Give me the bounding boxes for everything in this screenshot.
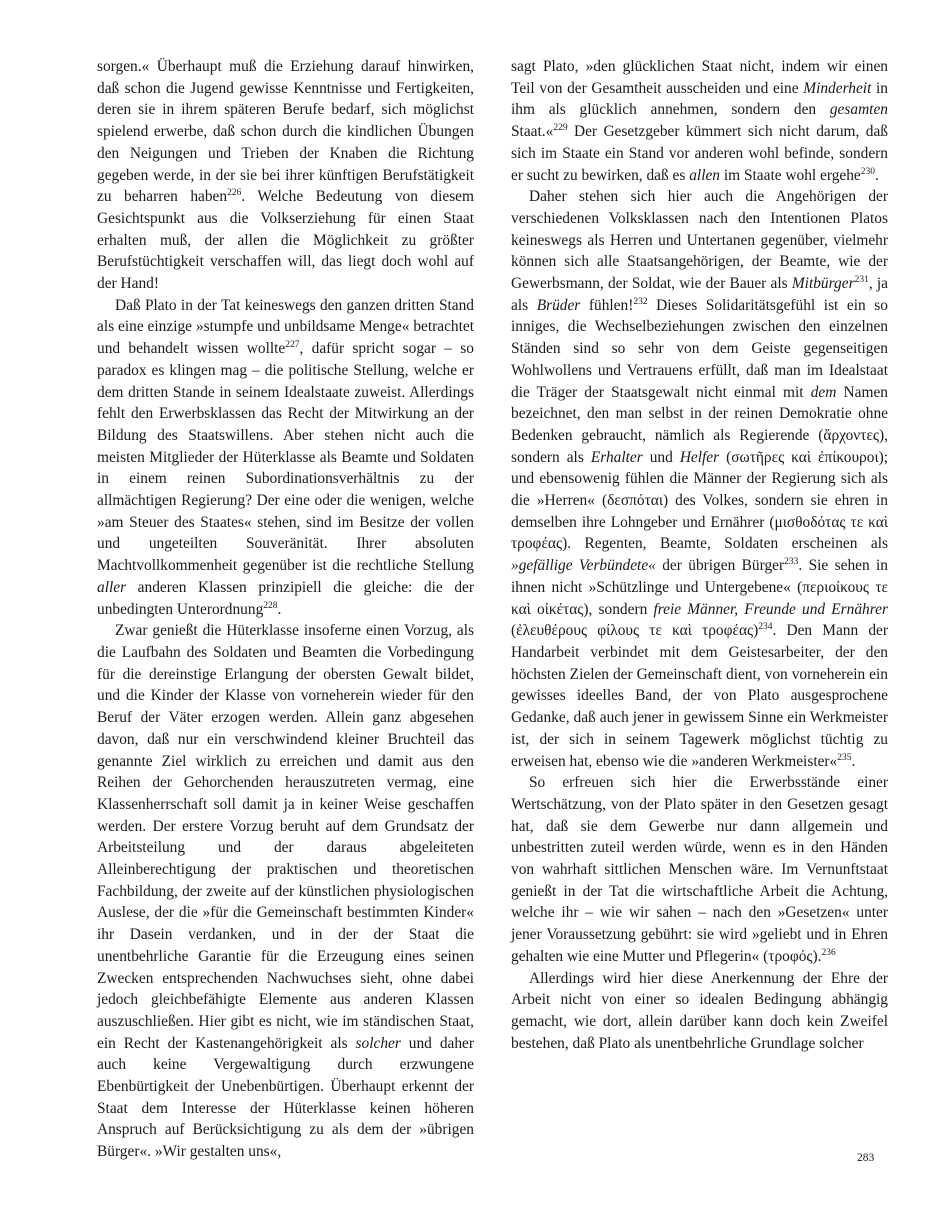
text-run: Namen bezeichnet, den man selbst in der reinen Demokratie ohne Bedenken gebraucht, nämlich als Regierende (ἄρχοντες), sondern als — [511, 383, 888, 466]
paragraph — [511, 968, 888, 1055]
footnote-marker: 226 — [227, 188, 242, 199]
text-run: , dafür spricht sogar – so paradox es klingen mag – die politische Stellung, welche er dem dritten Stande in seinem Idealstaate zuweist. Allerdings fehlt den Erwerbsklassen das Recht der Mitwirkung an der Bildung des Staatswillens. Aber stehen nicht auch die meisten Mitglieder der Hüterklasse als Beamte und Soldaten in einem reinen Subordinationsverhältnis zu der allmächtigen Regierung? Der eine oder die wenigen, welche »am Steuer des Staates« stehen, sind im Besitze der vollen und ungeteilten Souveränität. Ihrer absoluten Machtvollkommenheit gegenüber ist die rechtliche Stellung — [97, 340, 474, 575]
paragraph — [511, 772, 888, 967]
text-run: in ihm als glücklich annehmen, sondern den — [511, 79, 888, 119]
text-run: und — [642, 448, 680, 466]
left-text-column — [97, 56, 474, 1163]
footnote-marker: 236 — [821, 947, 836, 958]
text-run: , ja als — [511, 275, 888, 314]
paragraph — [97, 620, 474, 1163]
text-run: Daher stehen sich hier auch die Angehörigen der verschiedenen Volksklassen nach den Intentionen Platos keineswegs als Herren und Untertanen gegenüber, vielmehr können sich alle Staatsangehörigen, der Beamte, wie der Gewerbsmann, der Soldat, wie der Bauer als — [511, 188, 888, 293]
text-run: (ἐλευθέρους φίλους τε καὶ τροφέας) — [511, 622, 759, 640]
footnote-marker: 235 — [837, 752, 852, 763]
text-run: . — [851, 752, 856, 770]
paragraph — [97, 56, 474, 295]
emphasis-text: dem — [810, 383, 837, 401]
emphasis-text: Mitbürger — [791, 275, 855, 293]
emphasis-text: »gefällige Verbündete« — [511, 557, 656, 575]
text-run: . — [277, 600, 282, 618]
footnote-marker: 232 — [633, 296, 648, 307]
emphasis-text: Erhalter — [590, 448, 643, 466]
text-run: Staat.« — [511, 123, 554, 141]
text-run: der übrigen Bürger — [655, 557, 785, 575]
emphasis-text: gesamten — [829, 101, 888, 119]
text-run: Dieses Solidaritätsgefühl ist ein so inniges, die Wechselbeziehungen zwischen den einzelnen Ständen sind so sehr von dem Geiste gegenseitigen Wohlwollens und Vertrauens erfüllt, daß man im Idealstaat die Träger der Staatsgewalt nicht einmal mit — [511, 296, 888, 401]
emphasis-text: allen — [689, 166, 720, 184]
text-run: Zwar genießt die Hüterklasse insoferne einen Vorzug, als die Laufbahn des Soldaten und Beamten die Vorbedingung für die dereinstige Erlangung der obersten Gewalt bildet, und die Kinder der Klasse von vorneherein wieder für den Beruf der Väter erzogen werden. Allein ganz abgesehen davon, daß nur ein verschwindend kleiner Bruchteil das genannte Ziel wirklich zu erreichen und damit aus den Reihen der Gehorchenden herauszutreten vermag, eine Klassenherrschaft soll damit ja in keiner Weise geschaffen werden. Der erstere Vorzug beruht auf dem Grundsatz der Arbeitsteilung und der daraus abgeleiteten Alleinberechtigung der praktischen und theoretischen Fachbildung, der zweite auf der künstlichen physiologischen Auslese, der die »für die Gemeinschaft bestimmten Kinder« ihr Dasein verdanken, und in der der Staat die unentbehrliche Garantie für die Erzeugung eines seinen Zwecken entsprechenden Nachwuchses sieht, ohne dabei jedoch gleichbefähigte Elemente aus anderen Klassen auszuschließen. Hier gibt es nicht, wie im ständischen Staat, ein Recht der Kastenangehörigkeit als — [97, 622, 474, 1052]
text-run: sorgen.« Überhaupt muß die Erziehung darauf hinwirken, daß schon die Jugend gewisse Kenntnisse und Fertigkeiten, deren sie in ihrem späteren Berufe bedarf, sich möglichst spielend erwerbe, daß schon durch die kindlichen Übungen den Neigungen und Trieben der Knaben die Richtung gegeben werde, in der sie bei ihrer künftigen Berufstätigkeit zu beharren haben — [97, 58, 474, 206]
text-run: im Staate wohl ergehe — [720, 166, 861, 184]
footnote-marker: 234 — [758, 622, 773, 633]
text-run: sagt Plato, »den glücklichen Staat nicht, indem wir einen Teil von der Gesamtheit ausscheiden und eine — [511, 58, 888, 97]
right-text-column — [511, 56, 888, 1054]
footnote-marker: 227 — [285, 340, 300, 351]
text-run: . Welche Bedeutung von diesem Gesichtspunkt aus die Volkserziehung für einen Staat erhalten muß, der allen die Möglichkeit zu größter Berufstüchtigkeit verschaffen will, das liegt doch wohl auf der Hand! — [97, 188, 474, 293]
emphasis-text: Minderheit — [803, 79, 872, 97]
text-run: Daß Plato in der Tat keineswegs den ganzen dritten Stand als eine einzige »stumpfe und unbildsame Menge« betrachtet und behandelt wissen wollte — [97, 296, 474, 358]
text-run: Der Gesetzgeber kümmert sich nicht darum, daß sich im Staate ein Stand vor anderen wohl befinde, sondern er sucht zu bewirken, daß es — [511, 123, 888, 184]
text-run: . Sie sehen in ihnen nicht »Schützlinge und Untergebene« (περιοίκους τε καὶ οἰκέτας), sondern — [511, 557, 889, 618]
text-run: So erfreuen sich hier die Erwerbsstände einer Wertschätzung, von der Plato später in den Gesetzen gesagt hat, daß sie dem Gewerbe nur dann allgemein und unbestritten zuteil werden würde, wenn es in den Händen von wahrhaft sittlichen Menschen wäre. Im Vernunftstaat genießt in der Tat die wirtschaftliche Arbeit die Achtung, welche ihr – wie wir sahen – nach den »Gesetzen« unter jener Voraussetzung gebührt: sie wird »geliebt und in Ehren gehalten wie eine Mutter und Pflegerin« (τροφός). — [511, 774, 888, 965]
footnote-marker: 233 — [784, 557, 799, 568]
page-number: 283 — [857, 1152, 875, 1164]
text-run: und daher auch keine Vergewaltigung durch erzwungene Ebenbürtigkeit der Unebenbürtigen. Überhaupt erkennt der Staat dem Interesse der Hüterklasse keinen höheren Anspruch auf Berücksichtigung zu als dem der »übrigen Bürger«. »Wir gestalten uns«, — [97, 1034, 474, 1161]
footnote-marker: 230 — [860, 166, 876, 177]
text-run: (σωτῆρες καὶ ἐπίκουροι); und ebensowenig fühlen die Männer der Regierung sich als die »Herren« (δεσπόται) des Volkes, sondern sie ehren in demselben ihre Lohngeber und Ernährer (μισθοδότας τε καὶ τροφέας). Regenten, Beamte, Soldaten erscheinen als — [511, 448, 889, 553]
text-run: . — [875, 166, 879, 184]
text-run: Allerdings wird hier diese Anerkennung der Ehre der Arbeit nicht von einer so idealen Bedingung abhängig gemacht, wie dort, allein darüber kann doch kein Zweifel bestehen, daß Plato als unentbehrliche Grundlage solcher — [511, 969, 888, 1052]
emphasis-text: freie Männer, Freunde und Ernährer — [653, 600, 888, 618]
paragraph — [97, 295, 474, 621]
emphasis-text: aller — [97, 578, 127, 596]
text-run: anderen Klassen prinzipiell die gleiche: die der unbedingten Unterordnung — [97, 578, 474, 618]
text-run: . Den Mann der Handarbeit verbindet mit dem Geistesarbeiter, der den höchsten Zielen der Gemeinschaft dient, von vorneherein ein gewisses ideelles Band, der von Plato ausgesprochene Gedanke, daß auch jener in gewissem Sinne ein Werkmeister ist, der sich in seinem Tagewerk möglichst tüchtig zu erweisen hat, ebenso wie die »anderen Werkmeister« — [511, 622, 888, 770]
emphasis-text: solcher — [355, 1034, 401, 1052]
footnote-marker: 229 — [553, 123, 568, 134]
paragraph — [511, 56, 888, 186]
text-run: fühlen! — [580, 296, 634, 314]
emphasis-text: Helfer — [679, 448, 720, 466]
paragraph — [511, 186, 888, 772]
footnote-marker: 228 — [263, 600, 278, 611]
footnote-marker: 231 — [854, 275, 869, 286]
emphasis-text: Brüder — [536, 296, 581, 314]
